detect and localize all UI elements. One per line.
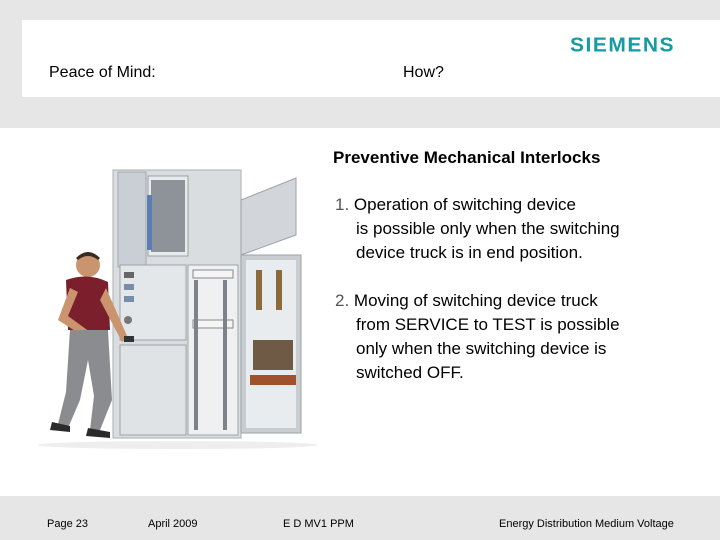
item-line: is possible only when the switching xyxy=(356,219,620,238)
interlock-item-1 xyxy=(335,193,695,265)
footer-code: E D MV1 PPM xyxy=(283,518,354,530)
item-line: from SERVICE to TEST is possible xyxy=(356,315,620,334)
item-number: 1. xyxy=(335,195,350,214)
item-line: device truck is in end position. xyxy=(356,243,583,262)
header-separator-band xyxy=(0,97,720,128)
footer-page: Page 23 xyxy=(47,518,88,530)
item-line: switched OFF. xyxy=(356,363,464,382)
switchgear-worker-illustration xyxy=(28,160,318,450)
item-line: only when the switching device is xyxy=(356,339,607,358)
item-number: 2. xyxy=(335,291,350,310)
footer-division: Energy Distribution Medium Voltage xyxy=(499,518,674,530)
item-line: Operation of switching device xyxy=(353,195,576,214)
top-band xyxy=(0,0,720,20)
footer-date: April 2009 xyxy=(148,518,198,530)
slide-title: Peace of Mind: xyxy=(49,64,156,81)
section-heading: Preventive Mechanical Interlocks xyxy=(333,148,601,167)
interlock-item-2 xyxy=(335,289,695,385)
header-left-edge xyxy=(0,20,22,97)
header-band xyxy=(22,20,720,97)
slide-subtitle: How? xyxy=(403,64,444,81)
siemens-logo: SIEMENS xyxy=(570,34,676,57)
item-line: Moving of switching device truck xyxy=(353,291,598,310)
